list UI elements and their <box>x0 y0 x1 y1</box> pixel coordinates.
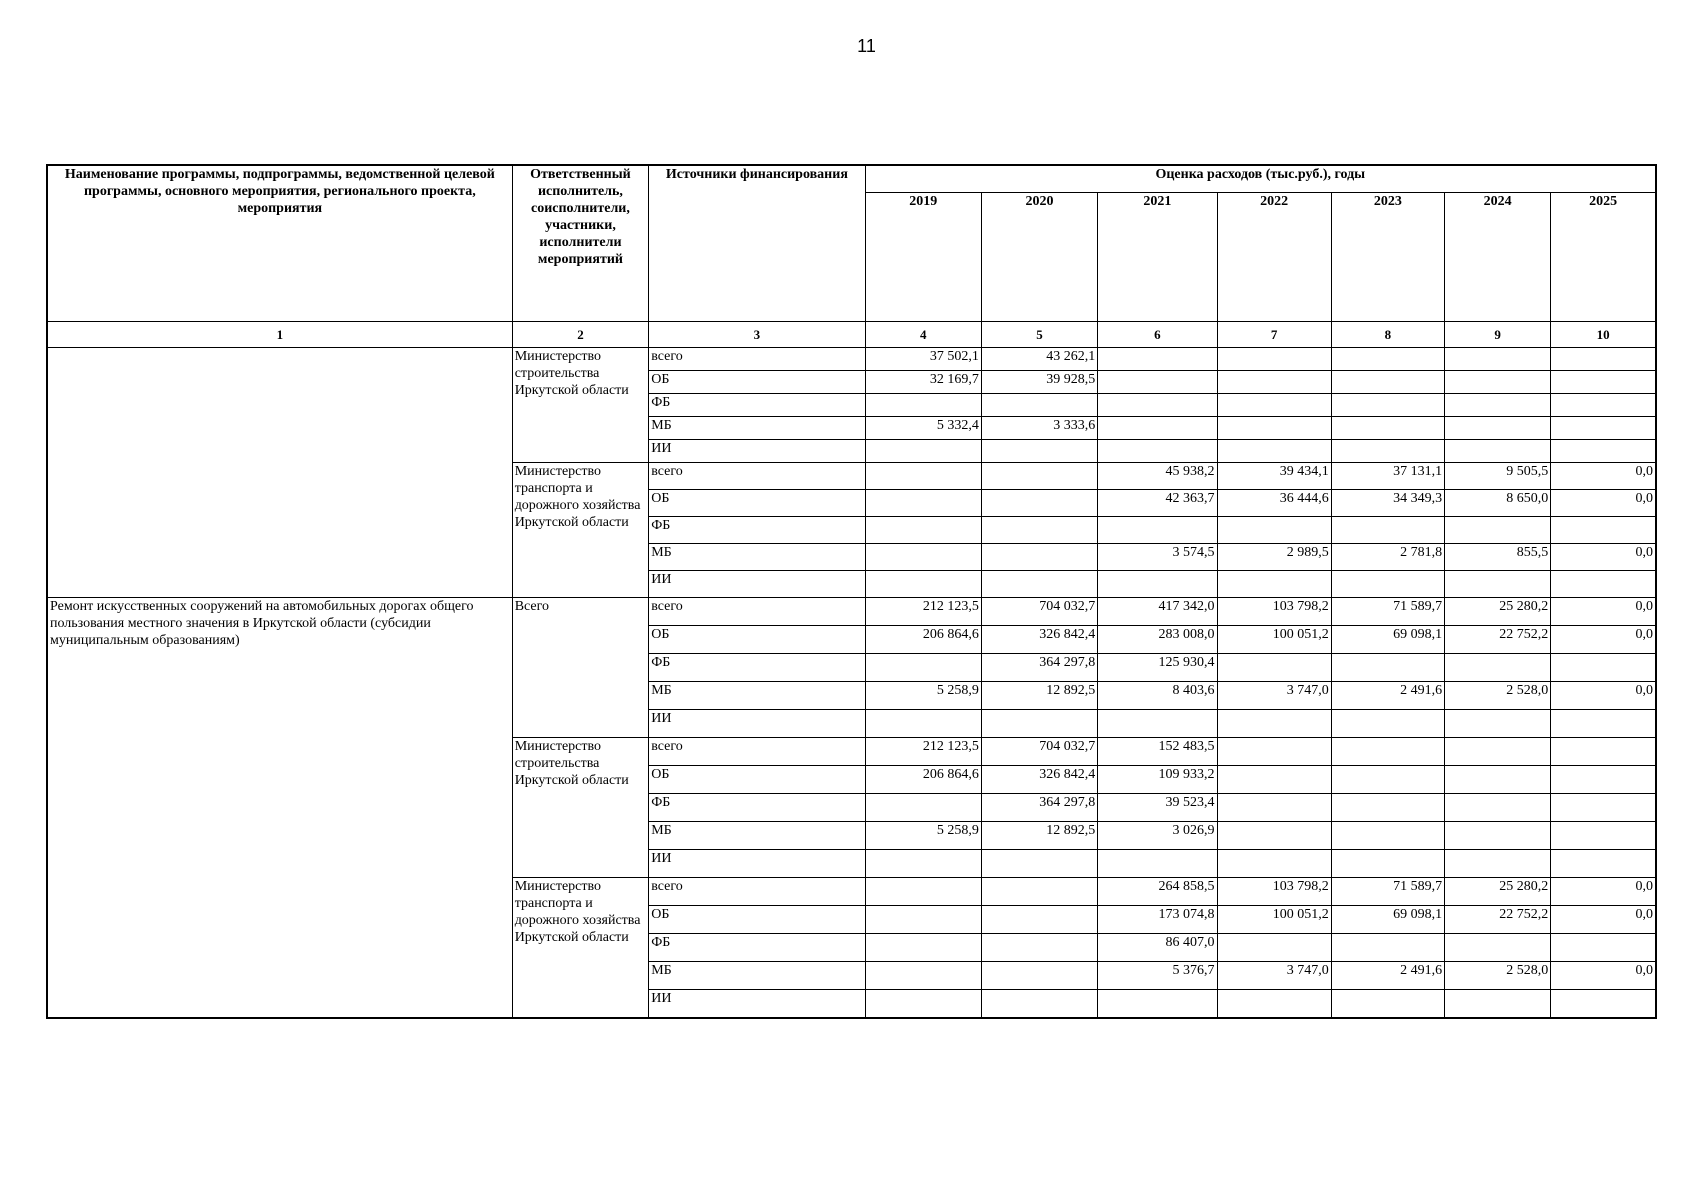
value-cell <box>865 440 981 463</box>
value-cell: 32 169,7 <box>865 371 981 394</box>
value-cell: 103 798,2 <box>1217 598 1331 626</box>
value-cell: 2 528,0 <box>1445 682 1551 710</box>
column-number: 8 <box>1331 322 1444 348</box>
value-cell: 0,0 <box>1551 682 1656 710</box>
column-number: 6 <box>1098 322 1217 348</box>
header-year: 2025 <box>1551 193 1656 322</box>
value-cell <box>1217 394 1331 417</box>
value-cell <box>1098 417 1217 440</box>
value-cell: 100 051,2 <box>1217 626 1331 654</box>
funding-source-cell: ОБ <box>649 371 865 394</box>
funding-source-cell: ФБ <box>649 654 865 682</box>
funding-source-cell: МБ <box>649 962 865 990</box>
value-cell <box>981 571 1097 598</box>
header-year: 2022 <box>1217 193 1331 322</box>
value-cell <box>1445 371 1551 394</box>
value-cell: 0,0 <box>1551 490 1656 517</box>
value-cell: 12 892,5 <box>981 682 1097 710</box>
value-cell <box>1551 371 1656 394</box>
value-cell <box>1217 440 1331 463</box>
column-number: 7 <box>1217 322 1331 348</box>
value-cell: 25 280,2 <box>1445 878 1551 906</box>
value-cell: 417 342,0 <box>1098 598 1217 626</box>
value-cell <box>981 517 1097 544</box>
value-cell <box>1445 990 1551 1019</box>
value-cell <box>1098 348 1217 371</box>
value-cell <box>1331 440 1444 463</box>
program-name-cell <box>47 348 512 598</box>
value-cell <box>1331 934 1444 962</box>
value-cell <box>865 878 981 906</box>
column-number: 2 <box>512 322 649 348</box>
page-number: 11 <box>857 36 876 56</box>
value-cell <box>1331 394 1444 417</box>
value-cell: 364 297,8 <box>981 654 1097 682</box>
funding-source-cell: ОБ <box>649 906 865 934</box>
value-cell <box>1551 417 1656 440</box>
executor-cell: Министерство транспорта и дорожного хозяйства Иркутской области <box>512 878 649 1019</box>
value-cell: 364 297,8 <box>981 794 1097 822</box>
funding-source-cell: МБ <box>649 682 865 710</box>
funding-source-cell: ИИ <box>649 571 865 598</box>
value-cell <box>1331 571 1444 598</box>
value-cell <box>1331 517 1444 544</box>
value-cell <box>1331 371 1444 394</box>
value-cell <box>1445 394 1551 417</box>
column-number: 3 <box>649 322 865 348</box>
value-cell: 326 842,4 <box>981 766 1097 794</box>
value-cell: 37 131,1 <box>1331 463 1444 490</box>
value-cell: 283 008,0 <box>1098 626 1217 654</box>
value-cell <box>865 544 981 571</box>
executor-cell: Министерство транспорта и дорожного хозяйства Иркутской области <box>512 463 649 598</box>
value-cell: 0,0 <box>1551 878 1656 906</box>
column-number: 1 <box>47 322 512 348</box>
value-cell <box>1551 990 1656 1019</box>
value-cell <box>1445 417 1551 440</box>
value-cell <box>981 906 1097 934</box>
value-cell: 0,0 <box>1551 598 1656 626</box>
value-cell <box>865 517 981 544</box>
value-cell <box>1098 571 1217 598</box>
column-number: 5 <box>981 322 1097 348</box>
executor-cell: Министерство строительства Иркутской области <box>512 738 649 878</box>
value-cell: 2 989,5 <box>1217 544 1331 571</box>
value-cell <box>1217 417 1331 440</box>
value-cell <box>981 878 1097 906</box>
value-cell: 69 098,1 <box>1331 906 1444 934</box>
header-program-name: Наименование программы, подпрограммы, ведомственной целевой программы, основного мероприятия, регионального проекта, мероприятия <box>47 165 512 322</box>
value-cell: 12 892,5 <box>981 822 1097 850</box>
value-cell: 22 752,2 <box>1445 906 1551 934</box>
value-cell <box>1551 850 1656 878</box>
value-cell <box>1551 794 1656 822</box>
funding-source-cell: МБ <box>649 822 865 850</box>
value-cell <box>1098 850 1217 878</box>
value-cell: 326 842,4 <box>981 626 1097 654</box>
value-cell <box>1217 738 1331 766</box>
value-cell <box>1217 934 1331 962</box>
value-cell: 109 933,2 <box>1098 766 1217 794</box>
value-cell: 3 333,6 <box>981 417 1097 440</box>
value-cell <box>1551 571 1656 598</box>
value-cell <box>865 571 981 598</box>
value-cell: 0,0 <box>1551 463 1656 490</box>
funding-source-cell: ФБ <box>649 934 865 962</box>
value-cell: 0,0 <box>1551 906 1656 934</box>
value-cell <box>1445 934 1551 962</box>
value-cell <box>1331 654 1444 682</box>
funding-source-cell: ФБ <box>649 517 865 544</box>
value-cell <box>1217 710 1331 738</box>
value-cell: 71 589,7 <box>1331 878 1444 906</box>
value-cell <box>1331 417 1444 440</box>
value-cell <box>981 850 1097 878</box>
funding-source-cell: МБ <box>649 544 865 571</box>
value-cell <box>1445 571 1551 598</box>
value-cell: 69 098,1 <box>1331 626 1444 654</box>
value-cell: 173 074,8 <box>1098 906 1217 934</box>
table-row <box>47 348 1656 371</box>
value-cell <box>1551 710 1656 738</box>
header-year: 2020 <box>981 193 1097 322</box>
funding-source-cell: всего <box>649 463 865 490</box>
budget-table <box>46 164 1657 1019</box>
value-cell <box>981 394 1097 417</box>
value-cell <box>1445 710 1551 738</box>
value-cell: 0,0 <box>1551 544 1656 571</box>
value-cell: 206 864,6 <box>865 766 981 794</box>
value-cell <box>1217 348 1331 371</box>
value-cell: 100 051,2 <box>1217 906 1331 934</box>
value-cell: 125 930,4 <box>1098 654 1217 682</box>
funding-source-cell: всего <box>649 598 865 626</box>
value-cell: 9 505,5 <box>1445 463 1551 490</box>
value-cell <box>1445 766 1551 794</box>
value-cell <box>981 544 1097 571</box>
value-cell <box>865 906 981 934</box>
value-cell: 5 258,9 <box>865 822 981 850</box>
executor-cell: Министерство строительства Иркутской области <box>512 348 649 463</box>
value-cell <box>1445 794 1551 822</box>
value-cell <box>1098 517 1217 544</box>
value-cell <box>1331 990 1444 1019</box>
value-cell <box>1551 440 1656 463</box>
value-cell <box>1217 654 1331 682</box>
funding-source-cell: МБ <box>649 417 865 440</box>
value-cell <box>865 654 981 682</box>
value-cell <box>865 463 981 490</box>
value-cell: 2 781,8 <box>1331 544 1444 571</box>
value-cell <box>865 934 981 962</box>
value-cell: 704 032,7 <box>981 738 1097 766</box>
value-cell <box>1445 822 1551 850</box>
value-cell: 39 523,4 <box>1098 794 1217 822</box>
value-cell <box>865 490 981 517</box>
value-cell <box>865 794 981 822</box>
value-cell: 71 589,7 <box>1331 598 1444 626</box>
value-cell: 2 491,6 <box>1331 682 1444 710</box>
value-cell <box>1551 738 1656 766</box>
value-cell: 264 858,5 <box>1098 878 1217 906</box>
funding-source-cell: ОБ <box>649 626 865 654</box>
value-cell: 855,5 <box>1445 544 1551 571</box>
executor-cell: Всего <box>512 598 649 738</box>
header-year: 2021 <box>1098 193 1217 322</box>
value-cell <box>1217 850 1331 878</box>
value-cell <box>981 710 1097 738</box>
value-cell: 5 376,7 <box>1098 962 1217 990</box>
value-cell <box>1217 571 1331 598</box>
value-cell <box>1551 348 1656 371</box>
value-cell: 5 258,9 <box>865 682 981 710</box>
value-cell <box>1551 766 1656 794</box>
value-cell: 22 752,2 <box>1445 626 1551 654</box>
value-cell <box>1217 766 1331 794</box>
funding-source-cell: всего <box>649 738 865 766</box>
value-cell: 36 444,6 <box>1217 490 1331 517</box>
value-cell <box>1098 710 1217 738</box>
value-cell: 39 434,1 <box>1217 463 1331 490</box>
header-expenses: Оценка расходов (тыс.руб.), годы <box>865 165 1656 193</box>
value-cell <box>1331 794 1444 822</box>
value-cell <box>1098 440 1217 463</box>
value-cell <box>865 850 981 878</box>
value-cell <box>981 463 1097 490</box>
value-cell: 34 349,3 <box>1331 490 1444 517</box>
value-cell <box>981 990 1097 1019</box>
value-cell <box>1551 654 1656 682</box>
program-name-cell: Ремонт искусственных сооружений на автомобильных дорогах общего пользования местного значения в Иркутской области (субсидии муниципальным образованиям) <box>47 598 512 1019</box>
value-cell <box>1445 440 1551 463</box>
funding-source-cell: ОБ <box>649 766 865 794</box>
value-cell: 3 747,0 <box>1217 962 1331 990</box>
value-cell <box>1217 990 1331 1019</box>
value-cell: 8 650,0 <box>1445 490 1551 517</box>
value-cell: 86 407,0 <box>1098 934 1217 962</box>
value-cell <box>1551 394 1656 417</box>
value-cell <box>1445 654 1551 682</box>
value-cell: 152 483,5 <box>1098 738 1217 766</box>
value-cell: 3 026,9 <box>1098 822 1217 850</box>
value-cell <box>1331 348 1444 371</box>
value-cell <box>1551 934 1656 962</box>
value-cell <box>1445 850 1551 878</box>
header-year: 2019 <box>865 193 981 322</box>
value-cell <box>865 990 981 1019</box>
value-cell <box>1098 394 1217 417</box>
funding-source-cell: ИИ <box>649 990 865 1019</box>
value-cell <box>1331 850 1444 878</box>
value-cell: 8 403,6 <box>1098 682 1217 710</box>
value-cell <box>1217 371 1331 394</box>
value-cell <box>1331 738 1444 766</box>
funding-source-cell: ИИ <box>649 440 865 463</box>
column-number: 4 <box>865 322 981 348</box>
value-cell: 704 032,7 <box>981 598 1097 626</box>
funding-source-cell: ФБ <box>649 794 865 822</box>
value-cell: 39 928,5 <box>981 371 1097 394</box>
value-cell <box>981 962 1097 990</box>
value-cell: 25 280,2 <box>1445 598 1551 626</box>
funding-source-cell: ИИ <box>649 710 865 738</box>
value-cell: 43 262,1 <box>981 348 1097 371</box>
header-year: 2024 <box>1445 193 1551 322</box>
value-cell <box>1445 738 1551 766</box>
value-cell <box>1331 822 1444 850</box>
column-number: 10 <box>1551 322 1656 348</box>
value-cell <box>981 490 1097 517</box>
value-cell <box>1445 348 1551 371</box>
value-cell <box>1445 517 1551 544</box>
funding-source-cell: ИИ <box>649 850 865 878</box>
value-cell <box>1217 822 1331 850</box>
value-cell <box>1331 710 1444 738</box>
header-executor: Ответственный исполнитель, соисполнители, участники, исполнители мероприятий <box>512 165 649 322</box>
value-cell: 45 938,2 <box>1098 463 1217 490</box>
value-cell <box>1217 794 1331 822</box>
value-cell <box>1551 517 1656 544</box>
value-cell: 212 123,5 <box>865 738 981 766</box>
value-cell <box>981 440 1097 463</box>
header-year: 2023 <box>1331 193 1444 322</box>
funding-source-cell: ФБ <box>649 394 865 417</box>
table-body <box>47 348 1656 1019</box>
funding-source-cell: всего <box>649 878 865 906</box>
value-cell <box>1331 766 1444 794</box>
value-cell <box>1551 822 1656 850</box>
value-cell <box>1217 517 1331 544</box>
value-cell: 37 502,1 <box>865 348 981 371</box>
column-number: 9 <box>1445 322 1551 348</box>
value-cell <box>865 710 981 738</box>
table-row <box>47 598 1656 626</box>
value-cell: 0,0 <box>1551 626 1656 654</box>
funding-source-cell: ОБ <box>649 490 865 517</box>
value-cell: 206 864,6 <box>865 626 981 654</box>
value-cell: 5 332,4 <box>865 417 981 440</box>
value-cell: 3 747,0 <box>1217 682 1331 710</box>
header-funding-source: Источники финансирования <box>649 165 865 322</box>
value-cell <box>981 934 1097 962</box>
value-cell <box>1098 371 1217 394</box>
value-cell: 103 798,2 <box>1217 878 1331 906</box>
value-cell: 2 528,0 <box>1445 962 1551 990</box>
value-cell: 2 491,6 <box>1331 962 1444 990</box>
value-cell: 3 574,5 <box>1098 544 1217 571</box>
value-cell <box>865 394 981 417</box>
value-cell: 212 123,5 <box>865 598 981 626</box>
value-cell: 0,0 <box>1551 962 1656 990</box>
value-cell <box>865 962 981 990</box>
funding-source-cell: всего <box>649 348 865 371</box>
value-cell <box>1098 990 1217 1019</box>
value-cell: 42 363,7 <box>1098 490 1217 517</box>
